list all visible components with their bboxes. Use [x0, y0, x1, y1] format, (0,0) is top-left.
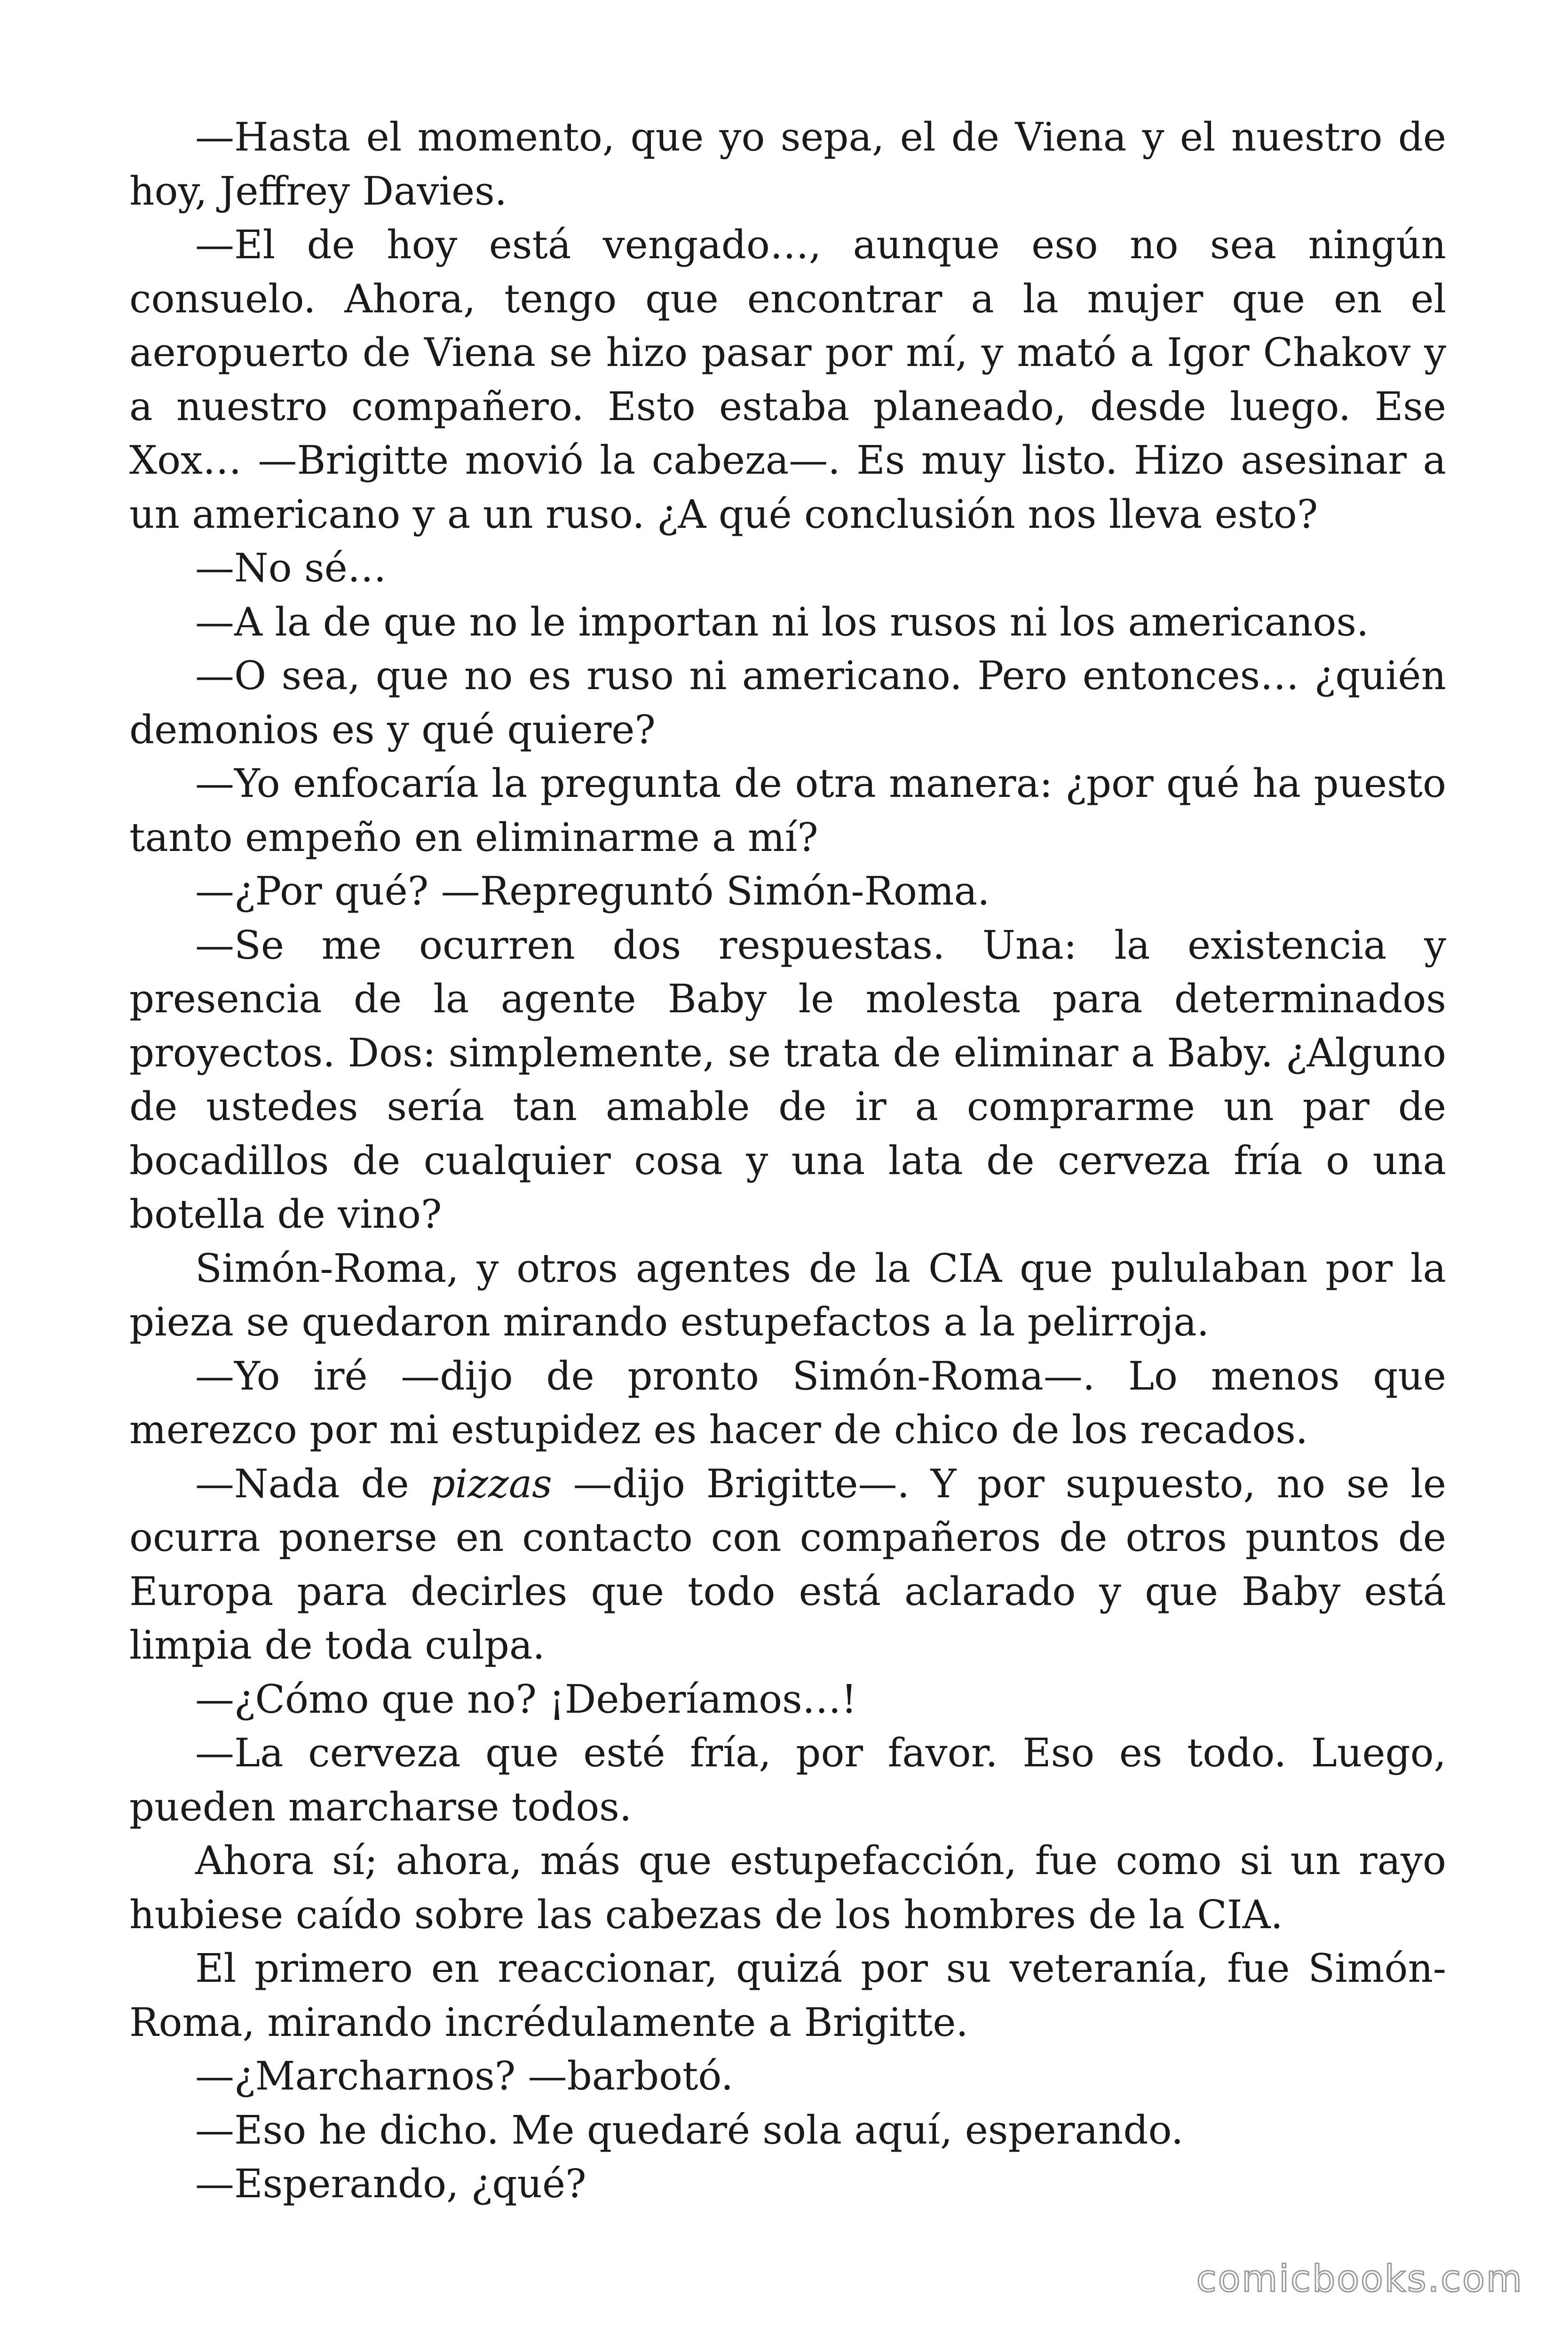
paragraph-16: —¿Marcharnos? —barbotó. — [195, 2053, 734, 2099]
paragraph-3: —No sé… — [195, 545, 387, 591]
paragraph-11 — [129, 1457, 1446, 1673]
paragraph-11-before: —Nada de — [195, 1461, 430, 1507]
paragraph-9: Simón-Roma, y otros agentes de la CIA que pululaban por la pieza se quedaron mirando estupefactos a la pelirroja. — [129, 1245, 1446, 1345]
paragraph-1: —Hasta el momento, que yo sepa, el de Viena y el nuestro de hoy, Jeffrey Davies. — [129, 114, 1446, 214]
paragraph-15: El primero en reaccionar, quizá por su veteranía, fue Simón-Roma, mirando incrédulamente a Brigitte. — [129, 1946, 1446, 2045]
paragraph-8: —Se me ocurren dos respuestas. Una: la existencia y presencia de la agente Baby le molesta para determinados proyectos. Dos: simplemente, se trata de eliminar a Baby. ¿Alguno de ustedes sería tan amable de ir a comprarme un par de bocadillos de cualquier cosa y una lata de cerveza fría o una botella de vino? — [129, 922, 1446, 1237]
book-page — [129, 111, 1446, 2211]
paragraph-18: —Esperando, ¿qué? — [195, 2161, 586, 2207]
paragraph-6: —Yo enfocaría la pregunta de otra manera: ¿por qué ha puesto tanto empeño en eliminarme a mí? — [129, 761, 1446, 860]
paragraph-5: —O sea, que no es ruso ni americano. Pero entonces… ¿quién demonios es y qué quiere? — [129, 653, 1446, 753]
paragraph-17: —Eso he dicho. Me quedaré sola aquí, esperando. — [195, 2107, 1184, 2153]
paragraph-11-after: —dijo Brigitte—. Y por supuesto, no se le ocurra ponerse en contacto con compañeros de otros puntos de Europa para decirles que todo está aclarado y que Baby está limpia de toda culpa. — [129, 1461, 1447, 1668]
paragraph-13: —La cerveza que esté fría, por favor. Eso es todo. Luego, pueden marcharse todos. — [129, 1730, 1446, 1830]
italic-word: pizzas — [430, 1461, 552, 1507]
paragraph-10: —Yo iré —dijo de pronto Simón-Roma—. Lo menos que merezco por mi estupidez es hacer de chico de los recados. — [129, 1353, 1446, 1453]
paragraph-14: Ahora sí; ahora, más que estupefacción, fue como si un rayo hubiese caído sobre las cabezas de los hombres de la CIA. — [129, 1838, 1446, 1938]
paragraph-12: —¿Cómo que no? ¡Deberíamos…! — [195, 1676, 857, 1722]
watermark-logo: comicbooks.com — [1196, 2258, 1523, 2300]
paragraph-7: —¿Por qué? —Repreguntó Simón-Roma. — [195, 868, 990, 914]
paragraph-2: —El de hoy está vengado…, aunque eso no sea ningún consuelo. Ahora, tengo que encontrar a la mujer que en el aeropuerto de Viena se hizo pasar por mí, y mató a Igor Chakov y a nuestro compañero. Esto estaba planeado, desde luego. Ese Xox… —Brigitte movió la cabeza—. Es muy listo. Hizo asesinar a un americano y a un ruso. ¿A qué conclusión nos lleva esto? — [129, 222, 1446, 537]
paragraph-4: —A la de que no le importan ni los rusos ni los americanos. — [195, 599, 1369, 645]
